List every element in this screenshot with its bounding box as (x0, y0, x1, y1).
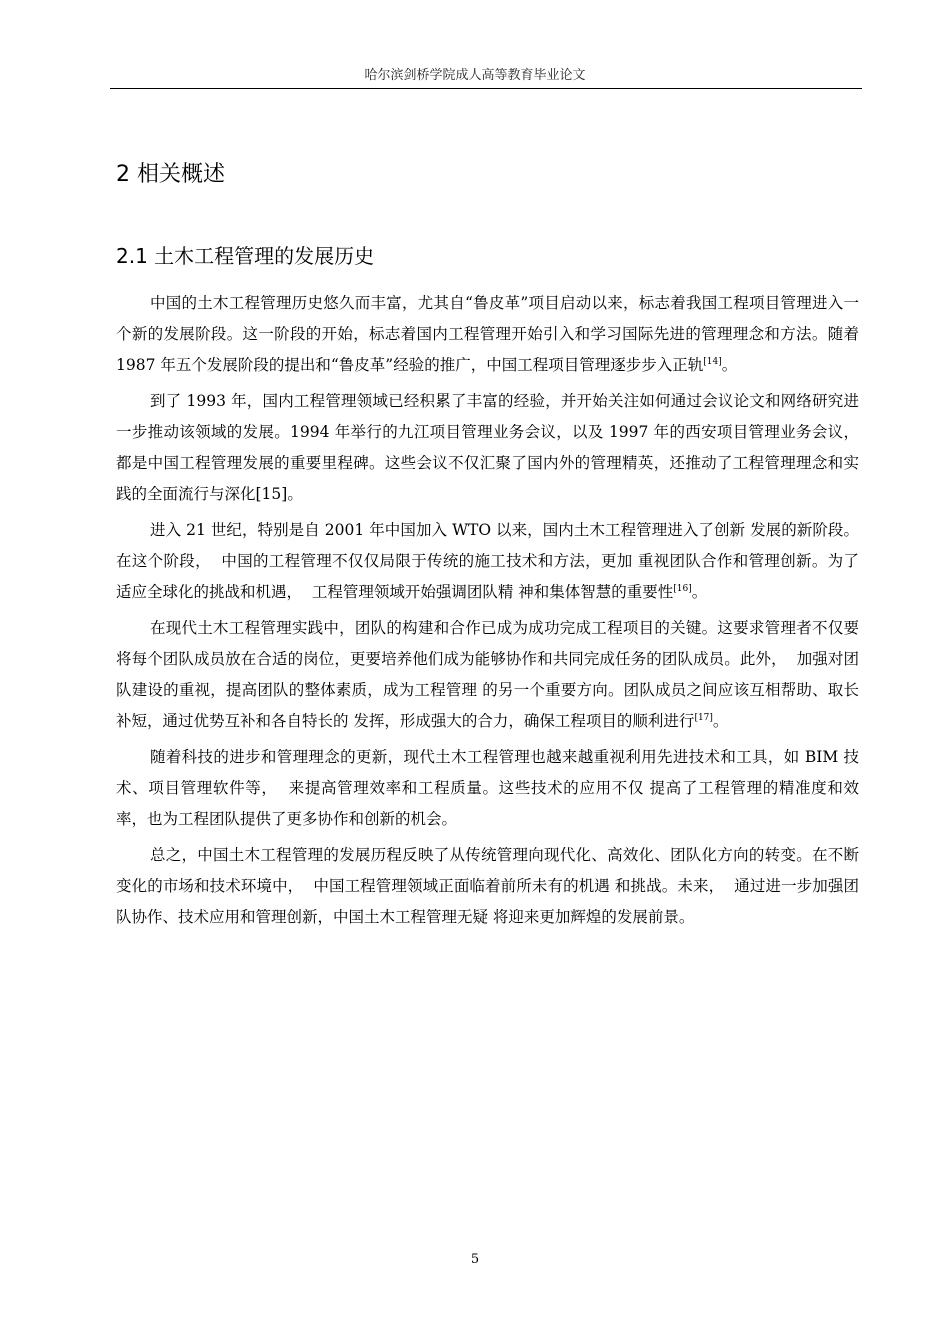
section-title: 2.1 土木工程管理的发展历史 (116, 244, 375, 268)
paragraph-2 (116, 386, 859, 510)
paragraph-text: 中国的土木工程管理历史悠久而丰富，尤其自“鲁皮革”项目启动以来，标志着我国工程项目管理进入一个新的发展阶段。这一阶段的开始，标志着国内工程管理开始引入和学习国际先进的管理理念和方法。随着 1987 年五个发展阶段的提出和“鲁皮革”经验的推广，中国工程项目管理逐步步入正轨 (116, 294, 864, 374)
header-divider (110, 88, 862, 89)
paragraph-1 (116, 288, 864, 381)
paragraph-5 (116, 742, 859, 835)
paragraph-3 (116, 515, 859, 608)
paragraph-tail: 。 (691, 583, 708, 601)
chapter-title: 2 相关概述 (116, 162, 225, 187)
paragraph-text: 到了 1993 年，国内工程管理领域已经积累了丰富的经验，并开始关注如何通过会议论文和网络研究进一步推动该领域的发展。1994 年举行的九江项目管理业务会议，以及 1997 年的西安项目管理业务会议，都是中国工程管理发展的重要里程碑。这些会议不仅汇聚了国内外的管理精英，还推动了工程管理理念和实践的全面流行与深化[15]。 (116, 392, 859, 503)
running-header: 哈尔滨剑桥学院成人高等教育毕业论文 (364, 68, 586, 83)
paragraph-6 (116, 840, 859, 933)
citation: [16] (673, 583, 692, 594)
page-number: 5 (470, 1252, 480, 1267)
paragraph-text: 总之，中国土木工程管理的发展历程反映了从传统管理向现代化、高效化、团队化方向的转变。在不断变化的市场和技术环境中， 中国工程管理领域正面临着前所未有的机遇 和挑战。未来， 通过进一步加强团队协作、技术应用和管理创新，中国土木工程管理无疑 将迎来更加辉煌的发展前景。 (116, 846, 859, 926)
citation: [17] (694, 712, 713, 723)
paragraph-4 (116, 613, 859, 737)
paragraph-tail: 。 (712, 712, 729, 730)
paragraph-text: 进入 21 世纪，特别是自 2001 年中国加入 WTO 以来，国内土木工程管理进入了创新 发展的新阶段。在这个阶段， 中国的工程管理不仅仅局限于传统的施工技术和方法，更加 重视团队合作和管理创新。为了适应全球化的挑战和机遇， 工程管理领域开始强调团队精 神和集体智慧的重要性 (116, 521, 859, 601)
body-text (116, 288, 864, 938)
citation: [14] (703, 356, 722, 367)
paragraph-text: 在现代土木工程管理实践中，团队的构建和合作已成为成功完成工程项目的关键。这要求管理者不仅要将每个团队成员放在合适的岗位，更要培养他们成为能够协作和共同完成任务的团队成员。此外， 加强对团队建设的重视，提高团队的整体素质，成为工程管理 的另一个重要方向。团队成员之间应该互相帮助、取长补短，通过优势互补和各自特长的 发挥，形成强大的合力，确保工程项目的顺利进行 (116, 619, 859, 730)
paragraph-tail: 。 (721, 356, 738, 374)
paragraph-text: 随着科技的进步和管理理念的更新，现代土木工程管理也越来越重视利用先进技术和工具，如 BIM 技术、项目管理软件等， 来提高管理效率和工程质量。这些技术的应用不仅 提高了工程管理的精准度和效率，也为工程团队提供了更多协作和创新的机会。 (116, 748, 859, 828)
